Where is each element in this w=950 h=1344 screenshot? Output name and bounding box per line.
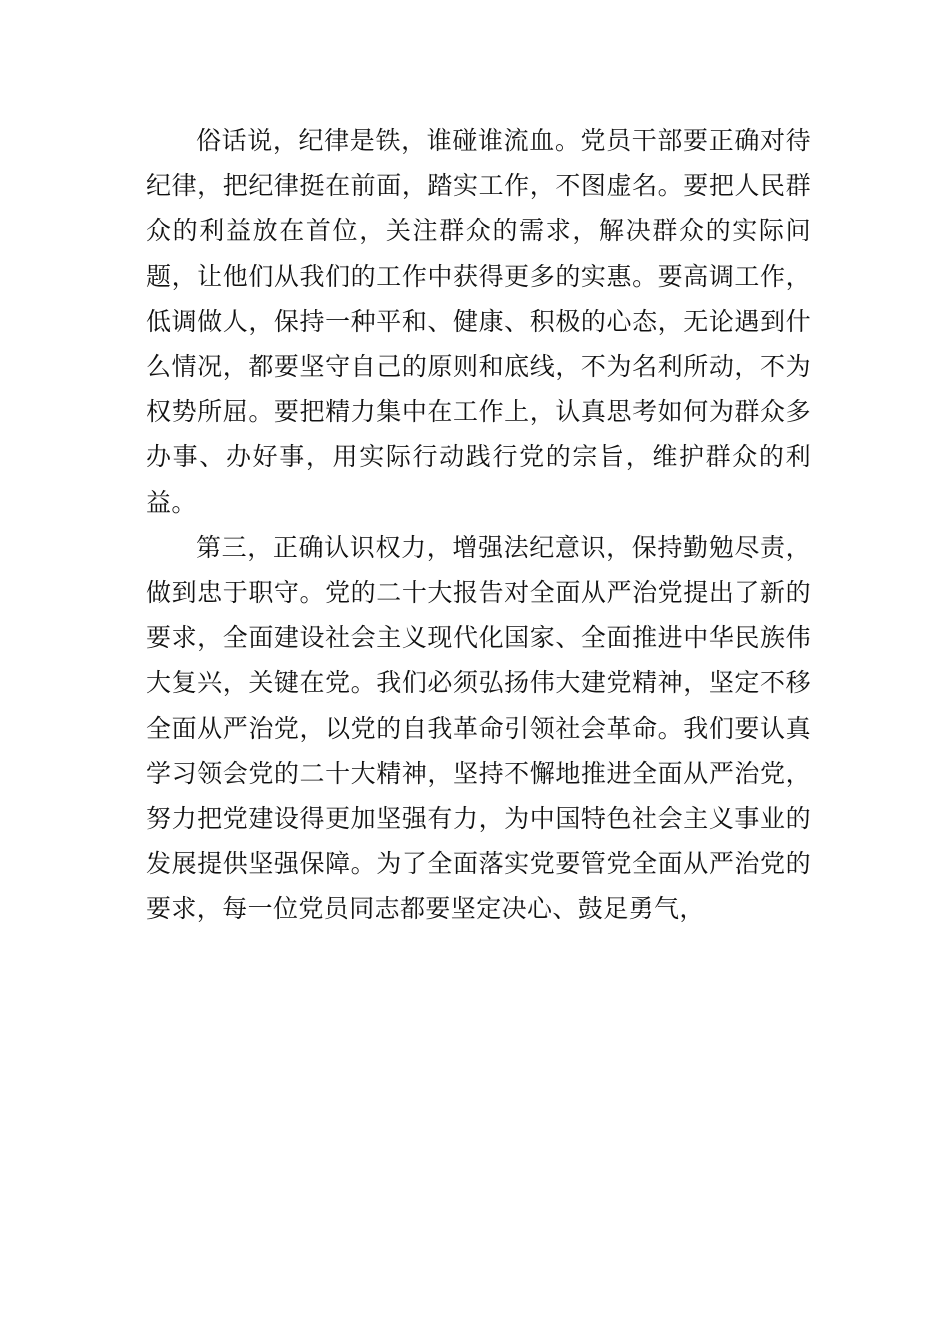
document-body bbox=[146, 118, 811, 932]
paragraph-discipline: 俗话说，纪律是铁，谁碰谁流血。党员干部要正确对待纪律，把纪律挺在前面，踏实工作，不图虚名。要把人民群众的利益放在首位，关注群众的需求，解决群众的实际问题，让他们从我们的工作中获得更多的实惠。要高调工作，低调做人，保持一种平和、健康、积极的心态，无论遇到什么情况，都要坚守自己的原则和底线，不为名利所动，不为权势所屈。要把精力集中在工作上，认真思考如何为群众多办事、办好事，用实际行动践行党的宗旨，维护群众的利益。 bbox=[146, 126, 811, 517]
paragraph-third-point: 第三，正确认识权力，增强法纪意识，保持勤勉尽责，做到忠于职守。党的二十大报告对全面从严治党提出了新的要求，全面建设社会主义现代化国家、全面推进中华民族伟大复兴，关键在党。我们必须弘扬伟大建党精神，坚定不移全面从严治党，以党的自我革命引领社会革命。我们要认真学习领会党的二十大精神，坚持不懈地推进全面从严治党，努力把党建设得更加坚强有力，为中国特色社会主义事业的发展提供坚强保障。为了全面落实党要管党全面从严治党的要求，每一位党员同志都要坚定决心、鼓足勇气， bbox=[146, 532, 811, 924]
